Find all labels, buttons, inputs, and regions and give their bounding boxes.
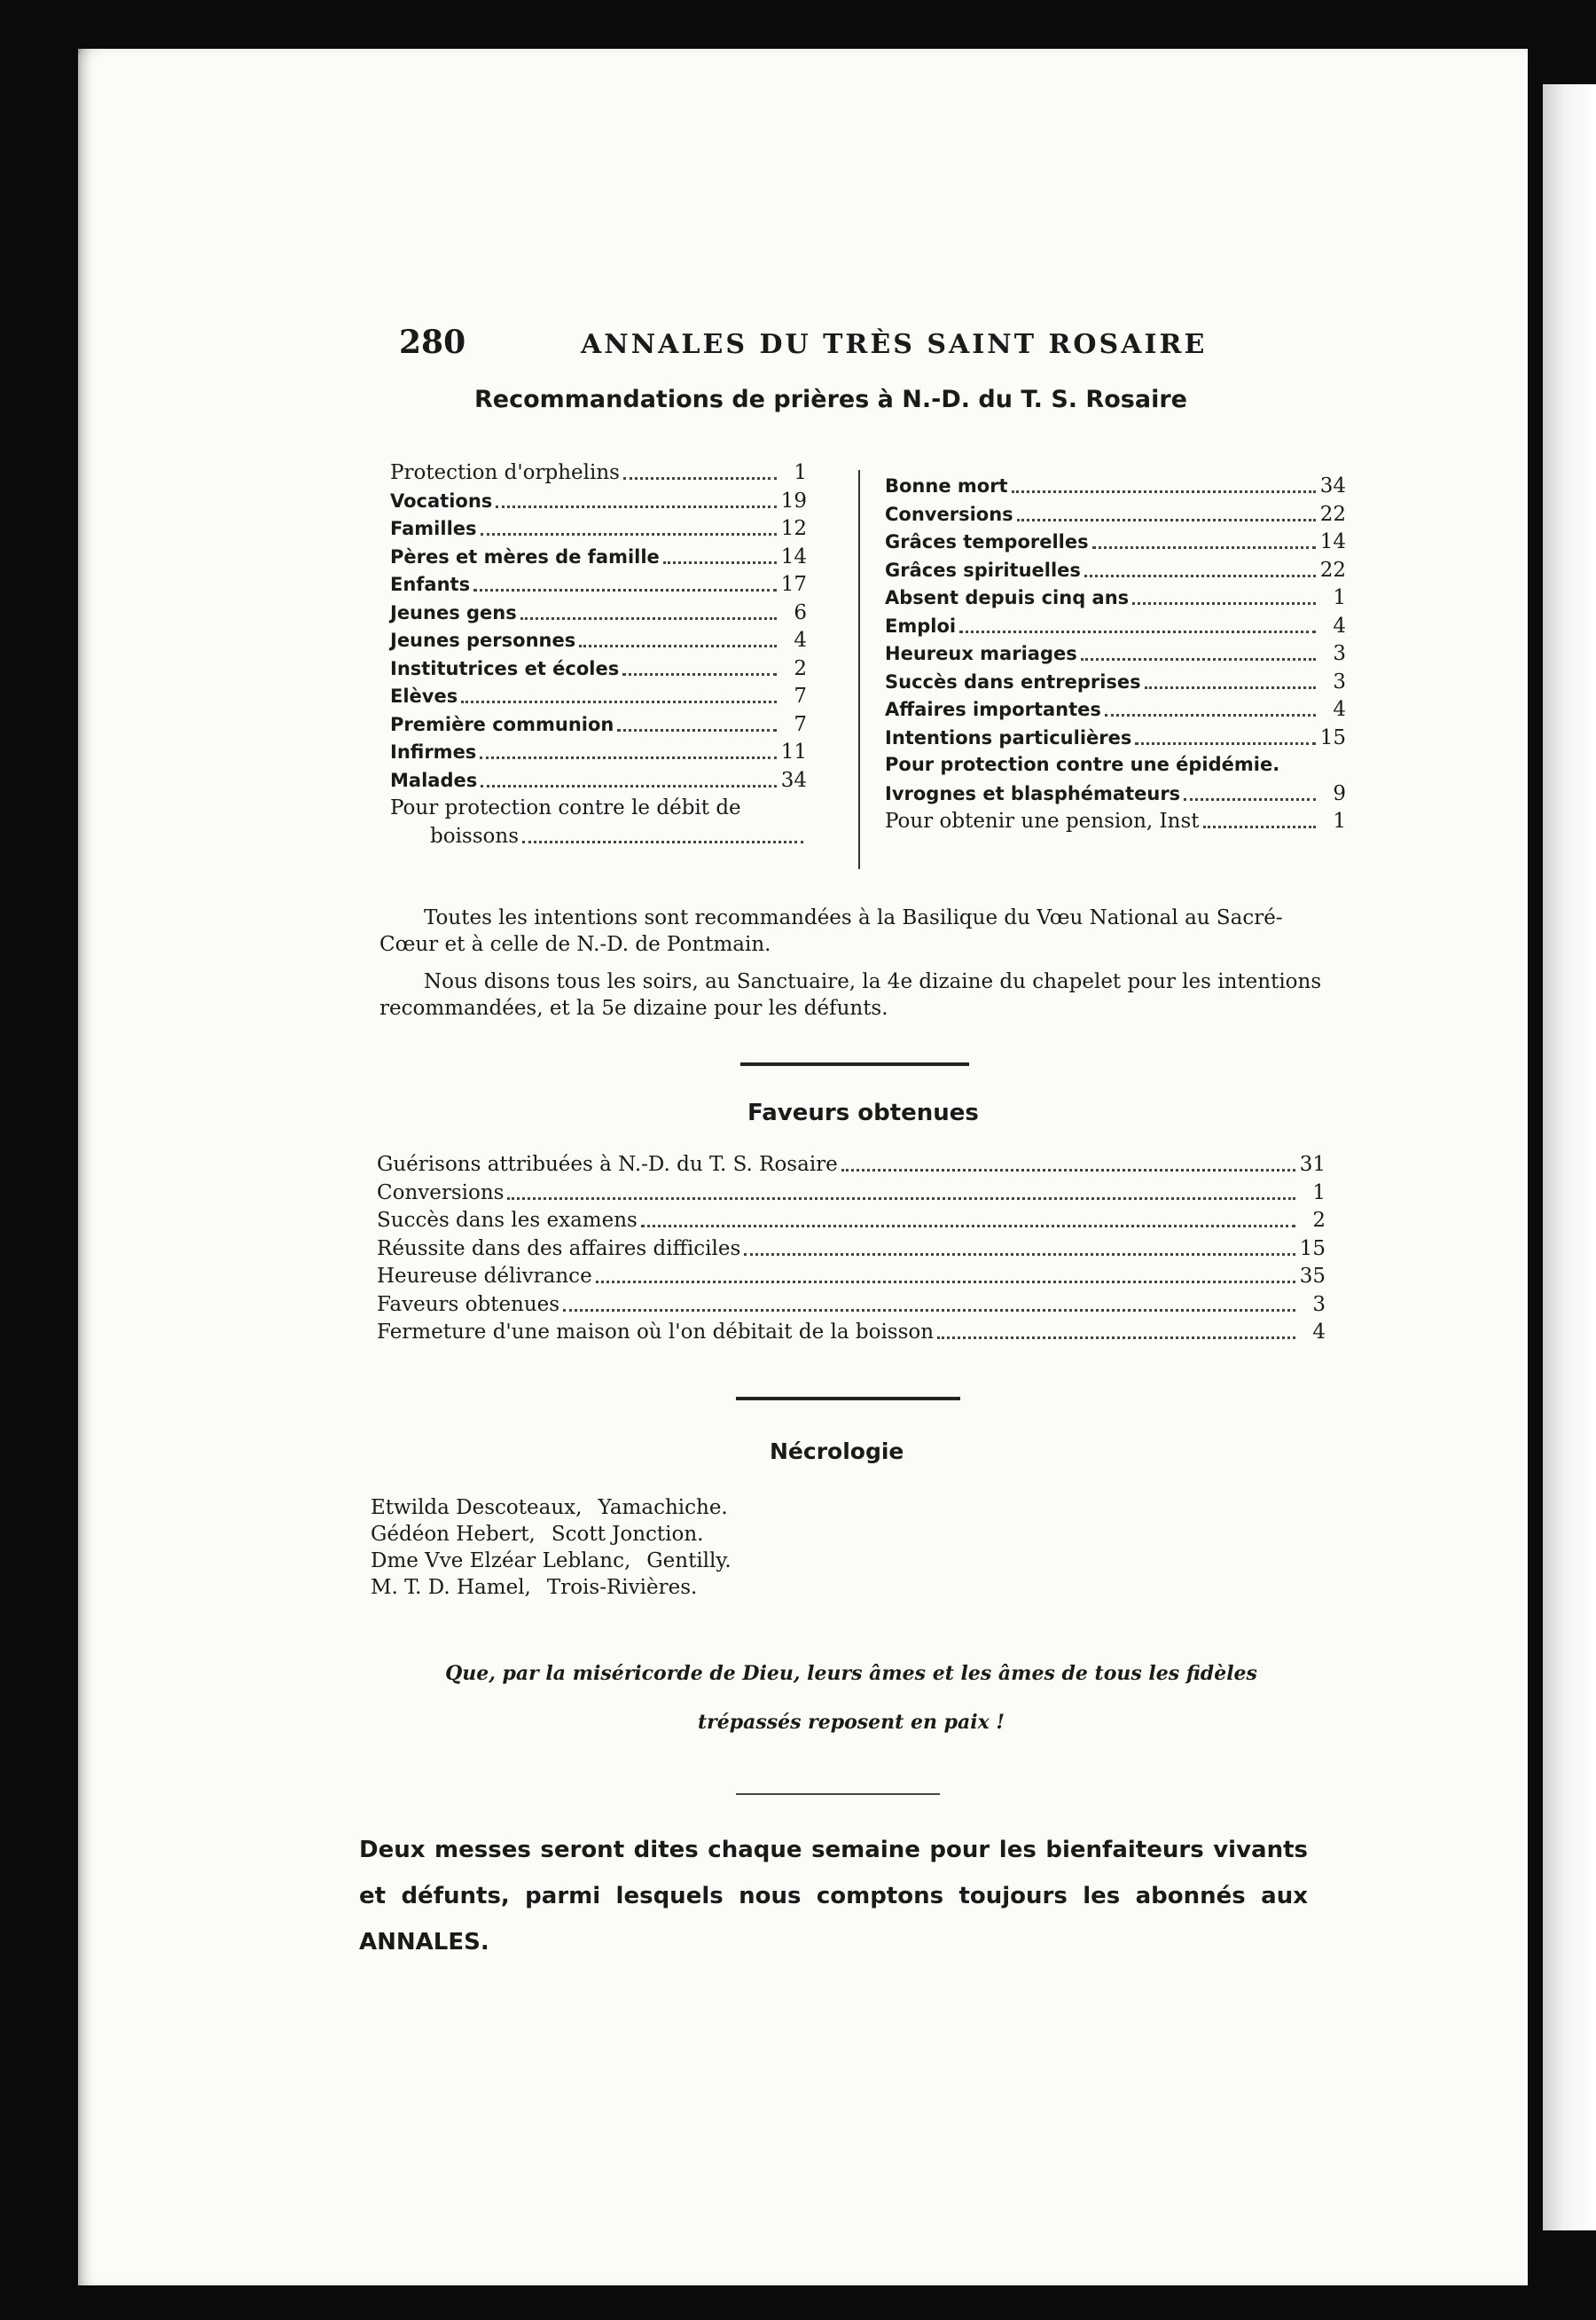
- dot-leader: [1012, 490, 1316, 493]
- closing-paragraph: Deux messes seront dites chaque semaine pour les bienfaiteurs vivants et défunts, parmi lesquels nous comptons toujours les abonnés aux ANNALES.: [359, 1837, 1308, 1956]
- item-count: 2: [794, 656, 807, 680]
- recommandations-right-list: [885, 474, 1346, 838]
- item-count: 7: [794, 685, 807, 708]
- item-label: Guérisons attribuées à N.-D. du T. S. Rosaire: [377, 1153, 838, 1176]
- prayer-text: [372, 1650, 1330, 1747]
- recommandations-left-list: [390, 461, 807, 852]
- deceased-name: Dme Vve Elzéar Leblanc,: [371, 1549, 631, 1572]
- page-number: 280: [399, 324, 466, 361]
- dot-leader: [1084, 575, 1316, 577]
- dot-leader: [663, 561, 777, 564]
- section-divider: [736, 1793, 940, 1795]
- dot-leader: [622, 673, 777, 676]
- dot-leader: [1184, 798, 1316, 801]
- item-count: 15: [1299, 1236, 1326, 1260]
- list-item: [390, 573, 807, 601]
- necrologie-entry: [371, 1548, 1080, 1574]
- list-item: [390, 713, 807, 741]
- list-item: [885, 530, 1346, 559]
- dot-leader: [496, 506, 777, 508]
- list-item: [885, 782, 1346, 811]
- item-label: Emploi: [885, 615, 957, 637]
- deceased-place: Gentilly.: [646, 1549, 732, 1572]
- item-count: 3: [1333, 670, 1346, 694]
- deceased-name: Gédéon Hebert,: [371, 1523, 536, 1546]
- dot-leader: [1145, 686, 1316, 689]
- dot-leader: [641, 1225, 1295, 1227]
- item-count: 1: [1312, 1180, 1326, 1204]
- deceased-place: Yamachiche.: [598, 1496, 728, 1519]
- dot-leader: [596, 1281, 1295, 1283]
- list-item: [390, 517, 807, 545]
- item-count: 34: [1319, 474, 1346, 498]
- item-count: 4: [1333, 698, 1346, 721]
- item-label: Elèves: [390, 686, 458, 707]
- item-count: 9: [1333, 781, 1346, 805]
- dot-leader: [480, 756, 777, 759]
- dot-leader: [623, 477, 777, 480]
- running-title: ANNALES DU TRÈS SAINT ROSAIRE: [581, 329, 1208, 360]
- column-separator: [858, 470, 860, 869]
- list-item: [390, 825, 807, 853]
- item-label: Affaires importantes: [885, 699, 1101, 720]
- list-item: [885, 810, 1346, 838]
- list-item: [885, 474, 1346, 503]
- list-item: [885, 559, 1346, 587]
- dot-leader: [522, 841, 803, 843]
- item-count: 14: [1319, 530, 1346, 553]
- item-label: Protection d'orphelins: [390, 461, 620, 484]
- item-label: Pour protection contre une épidémie.: [885, 754, 1280, 775]
- dot-leader: [520, 617, 777, 620]
- list-item: [885, 670, 1346, 699]
- dot-leader: [1135, 742, 1316, 745]
- item-label: Fermeture d'une maison où l'on débitait de la boisson: [377, 1321, 935, 1344]
- item-label: boissons: [430, 824, 519, 848]
- list-item: [377, 1265, 1326, 1293]
- item-label: Jeunes personnes: [390, 630, 576, 651]
- item-count: 1: [1333, 586, 1346, 609]
- dot-leader: [481, 533, 777, 536]
- item-label: Bonne mort: [885, 475, 1008, 497]
- dot-leader: [473, 589, 777, 592]
- necrologie-list: [371, 1494, 1080, 1601]
- faveurs-title: Faveurs obtenues: [747, 1100, 979, 1126]
- dot-leader: [1132, 602, 1316, 605]
- item-label: Enfants: [390, 574, 471, 595]
- item-label: Vocations: [390, 490, 493, 512]
- list-item: [377, 1209, 1326, 1237]
- list-item: [390, 769, 807, 797]
- item-label: Pères et mères de famille: [390, 545, 660, 568]
- notice-paragraph-2: Nous disons tous les soirs, au Sanctuaire, la 4e dizaine du chapelet pour les intentions recommandées, et la 5e dizaine pour les défunts.: [379, 970, 1322, 1020]
- necrologie-entry: [371, 1574, 1080, 1601]
- list-item: [377, 1181, 1326, 1210]
- item-count: 2: [1312, 1209, 1326, 1232]
- item-count: 22: [1319, 502, 1346, 526]
- item-label: Pour protection contre le débit de: [390, 796, 741, 819]
- dot-leader: [1105, 714, 1316, 717]
- item-label: Ivrognes et blasphémateurs: [885, 782, 1181, 804]
- item-label: Faveurs obtenues: [377, 1292, 560, 1316]
- item-label: Conversions: [885, 503, 1013, 525]
- item-count: 14: [780, 545, 807, 568]
- dot-leader: [563, 1309, 1295, 1312]
- item-label: Heureuse délivrance: [377, 1265, 592, 1288]
- section-divider: [736, 1397, 960, 1400]
- item-label: Absent depuis cinq ans: [885, 587, 1130, 608]
- prayer-line-2: trépassés reposent en paix !: [697, 1711, 1005, 1734]
- item-count: 17: [780, 573, 807, 596]
- item-label: Pour obtenir une pension, Inst: [885, 810, 1200, 833]
- item-label: Grâces temporelles: [885, 531, 1089, 553]
- item-count: 1: [794, 461, 807, 484]
- dot-leader: [461, 701, 777, 703]
- next-page-edge: [1543, 84, 1596, 2230]
- item-label: Première communion: [390, 713, 614, 735]
- list-item: [377, 1237, 1326, 1266]
- item-count: 4: [794, 629, 807, 652]
- item-label: Institutrices et écoles: [390, 657, 620, 679]
- item-label: Intentions particulières: [885, 726, 1132, 749]
- list-item: [390, 629, 807, 657]
- item-count: 3: [1312, 1292, 1326, 1316]
- item-label: Malades: [390, 769, 478, 791]
- necrologie-entry: [371, 1521, 1080, 1548]
- item-count: 7: [794, 712, 807, 736]
- deceased-name: Etwilda Descoteaux,: [371, 1496, 583, 1519]
- item-label: Familles: [390, 518, 477, 539]
- item-count: 11: [780, 741, 807, 764]
- necrologie-entry: [371, 1494, 1080, 1521]
- list-item: [377, 1293, 1326, 1321]
- list-item: [390, 741, 807, 769]
- dot-leader: [1081, 658, 1316, 661]
- item-label: Infirmes: [390, 741, 477, 763]
- dot-leader: [617, 729, 777, 732]
- deceased-place: Trois-Rivières.: [546, 1576, 698, 1599]
- list-item: [390, 796, 807, 825]
- list-item: [377, 1153, 1326, 1181]
- item-count: 4: [1312, 1321, 1326, 1344]
- item-count: 19: [780, 489, 807, 513]
- list-item: [885, 698, 1346, 726]
- item-count: 15: [1319, 725, 1346, 749]
- list-item: [390, 461, 807, 490]
- faveurs-list: [377, 1153, 1326, 1349]
- dot-leader: [507, 1197, 1295, 1200]
- list-item: [390, 657, 807, 686]
- item-count: 4: [1333, 614, 1346, 638]
- dot-leader: [744, 1253, 1295, 1256]
- item-label: Heureux mariages: [885, 643, 1077, 664]
- notice-text: [379, 905, 1337, 1032]
- item-label: Succès dans entreprises: [885, 670, 1141, 693]
- list-item: [885, 586, 1346, 615]
- deceased-place: Scott Jonction.: [551, 1523, 704, 1546]
- page-header: [399, 324, 1303, 368]
- item-count: 34: [780, 768, 807, 792]
- item-label: Grâces spirituelles: [885, 559, 1081, 581]
- prayer-line-1: Que, par la miséricorde de Dieu, leurs âmes et les âmes de tous les fidèles: [445, 1662, 1257, 1685]
- item-count: 31: [1299, 1153, 1326, 1176]
- dot-leader: [1203, 826, 1317, 828]
- list-item: [390, 545, 807, 574]
- dot-leader: [579, 645, 777, 647]
- item-count: 6: [794, 600, 807, 624]
- dot-leader: [937, 1336, 1295, 1339]
- list-item: [885, 503, 1346, 531]
- list-item: [390, 601, 807, 630]
- item-label: Conversions: [377, 1180, 505, 1204]
- item-count: 3: [1333, 642, 1346, 665]
- list-item: [377, 1321, 1326, 1349]
- recommandations-title: Recommandations de prières à N.-D. du T. S. Rosaire: [474, 386, 1187, 413]
- item-label: Succès dans les examens: [377, 1209, 638, 1232]
- item-label: Réussite dans des affaires difficiles: [377, 1236, 741, 1260]
- dot-leader: [841, 1169, 1295, 1172]
- necrologie-title: Nécrologie: [770, 1438, 904, 1464]
- dot-leader: [1092, 546, 1316, 549]
- list-item: [885, 726, 1346, 755]
- list-item: [390, 685, 807, 713]
- item-label: Jeunes gens: [390, 601, 517, 623]
- item-count: 35: [1299, 1265, 1326, 1288]
- section-divider: [740, 1062, 969, 1066]
- list-item: [885, 615, 1346, 643]
- list-item: [885, 754, 1346, 782]
- dot-leader: [481, 785, 777, 788]
- deceased-name: M. T. D. Hamel,: [371, 1576, 531, 1599]
- dot-leader: [959, 631, 1316, 633]
- notice-paragraph-1: Toutes les intentions sont recommandées à la Basilique du Vœu National au Sacré-Cœur et à celle de N.-D. de Pontmain.: [379, 906, 1283, 956]
- item-count: 22: [1319, 558, 1346, 582]
- item-count: 12: [780, 517, 807, 540]
- item-count: 1: [1333, 810, 1346, 833]
- dot-leader: [1017, 519, 1316, 521]
- list-item: [885, 642, 1346, 670]
- list-item: [390, 490, 807, 518]
